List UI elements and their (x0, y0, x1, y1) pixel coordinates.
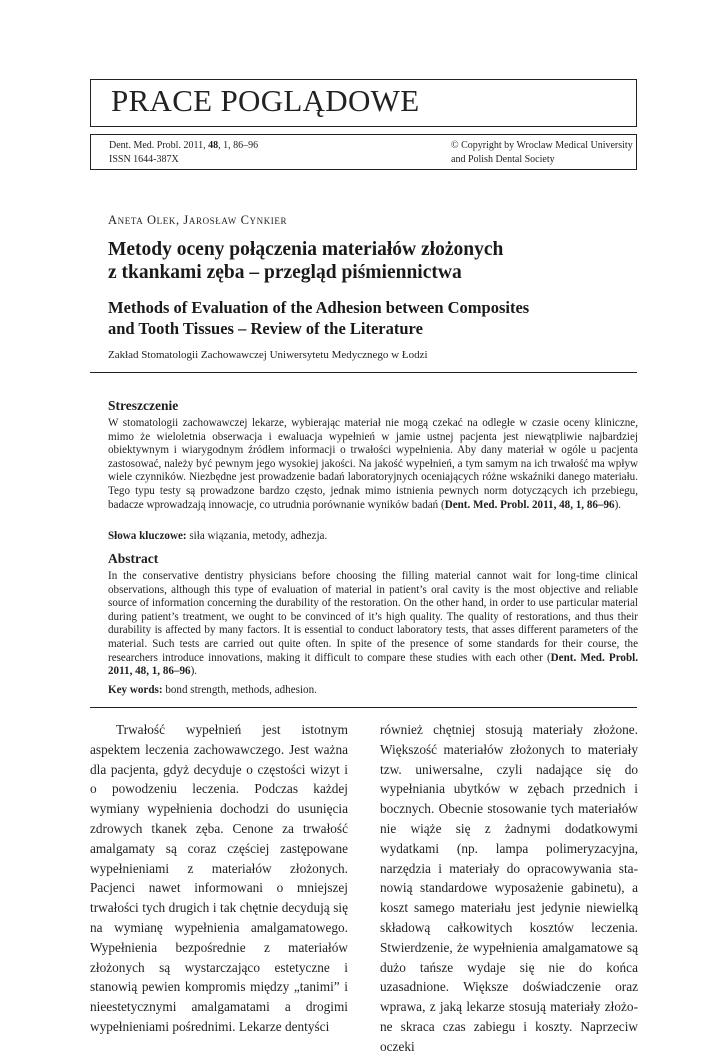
streszczenie-text (108, 417, 638, 512)
citation-box (90, 134, 637, 170)
section-title: PRACE POGLĄDOWE (111, 83, 420, 118)
title-en-line-2: and Tooth Tissues – Review of the Literature (108, 319, 423, 338)
streszczenie-keywords (108, 530, 638, 544)
abstract-end: ). (190, 665, 198, 678)
copyright-line-1: © Copyright by Wroclaw Medical University (451, 140, 633, 151)
abstract-text (108, 570, 638, 679)
issn: ISSN 1644-387X (109, 153, 179, 165)
abstract-heading: Abstract (108, 551, 159, 566)
abstract-ref: Dent. Med. Probl. 2011, 48, 1, 86–96 (108, 651, 639, 678)
citation-prefix: Dent. Med. Probl. 2011, (109, 140, 209, 151)
citation-volume: 48 (208, 140, 219, 151)
streszczenie-end: ). (614, 498, 622, 511)
authors: Aneta Olek, Jarosław Cynkier (108, 213, 288, 227)
divider-top (90, 372, 637, 373)
streszczenie-ref: Dent. Med. Probl. 2011, 48, 1, 86–96 (444, 498, 615, 511)
affiliation: Zakład Stomatologii Zachowawczej Uniwersytetu Medycznego w Łodzi (108, 349, 428, 361)
title-en-line-1: Methods of Evaluation of the Adhesion between Composites (108, 298, 530, 317)
streszczenie-heading: Streszczenie (108, 398, 179, 413)
copyright-line-2: and Polish Dental Society (451, 153, 555, 165)
keywords-en: bond strength, methods, adhesion. (162, 684, 317, 696)
abstract-body: In the conservative dentistry physicians before choosing the filling material cannot wait for long-time clinical observations, although this type of evaluation of material in patient’s oral cavity is the most objective and reliable source of information concerning the durability of the restoration. On the other hand, in order to use particular material during patient’s treatment, we ought to be convinced of it’s high quality. The quality of restorations, and thus their durability is affected by many factors. It is essential to conduct laboratory tests, that asses different parameters of the material. Such tests are carried out quite often. In spite of the presence of some standards for their course, the researchers introduce innovations, making it difficult to compare these studies with each other ( (108, 570, 638, 664)
abstract-keywords (108, 684, 638, 698)
body-column-right: również chętniej stosują materiały złożone. Większość materiałów złożonych to materiały tzw. uniwersalne, czyli nadające się do wypełniania ubytków w zębach przednich i bocznych. Obecnie stosowanie tych materiałów nie wiąże się z żadnymi dodatkowymi wydatkami (np. lampa polimeryzacyjna, narzędzia i materiały do opracowywania stanowią standardowe wyposażenie gabinetu), a koszt samego materiału jest jedynie niewielką składową całkowitych kosztów leczenia. Stwierdzenie, że wypełnienia amalgamatowe są dużo tańsze wydaje się nie do końca uzasadnione. Większe doświadczenie oraz wprawa, z jaką lekarze stosują materiały złożone skraca czas zabiegu i koszty. Naprzeciw oczeki (380, 722, 638, 1054)
keywords-pl: siła wiązania, metody, adhezja. (186, 530, 328, 542)
section-header-box (90, 79, 637, 127)
divider-bottom (90, 707, 637, 708)
citation-info (109, 139, 258, 166)
streszczenie-body: W stomatologii zachowawczej lekarze, wybierając materiał nie mogą czekać na odległe w czasie oceny kliniczne, mimo że wieloletnia obserwacja i ewaluacja wypełnień w jamie ustnej pacjenta jest niewątpliwie najbardziej obiektywnym i wiarygodnym źródłem informacji o trwałości wypełnienia. Aby dany materiał w ogóle u pacjenta zastosować, należy być pewnym jego wysokiej jakości. Na jakość wypełnień, a tym samym na ich trwałość ma wpływ wiele czynników. Niezbędne jest prowadzenie badań laboratoryjnych oceniających różne wskaźniki danego materiału. Tego typu testy są prowadzone bardzo często, jednak mimo istnienia pewnych norm dotyczących ich przebiegu, badacze wprowadzają innowacje, co utrudnia porównanie wyników badań ( (108, 417, 638, 511)
article-title-polish (108, 238, 628, 284)
citation-suffix: , 1, 86–96 (218, 140, 259, 151)
article-title-english (108, 297, 628, 339)
body-column-left: Trwałość wypełnień jest istotnym aspektem leczenia zachowawczego. Jest ważna dla pacjenta, gdyż decyduje o częstości wizyt i o powodzeniu leczenia. Podczas każdej wymiany wypełnienia dochodzi do usunięcia zdrowych tkanek zęba. Cenone za trwałość amalgamaty są coraz częściej zastępowane wypełnieniami z materiałów złożonych. Pacjenci nawet informowani o mniejszej trwałości tych drugich i tak chętnie decydują się na wymianę wypełnienia amalgamatowego. Wypełnienia bezpośrednie z materiałów złożonych są wystarczająco estetyczne i stanowią pewien kompromis między „tanimi” i nieestetycznymi amalgamatami a drogimi wypełnieniami pośrednimi. Lekarze dentyści (90, 722, 348, 1034)
title-pl-line-1: Metody oceny połączenia materiałów złożonych (108, 239, 504, 260)
title-pl-line-2: z tkankami zęba – przegląd piśmiennictwa (108, 262, 462, 283)
keywords-en-label: Key words: (108, 684, 163, 696)
copyright-info (451, 139, 633, 166)
keywords-pl-label: Słowa kluczowe: (108, 530, 187, 542)
